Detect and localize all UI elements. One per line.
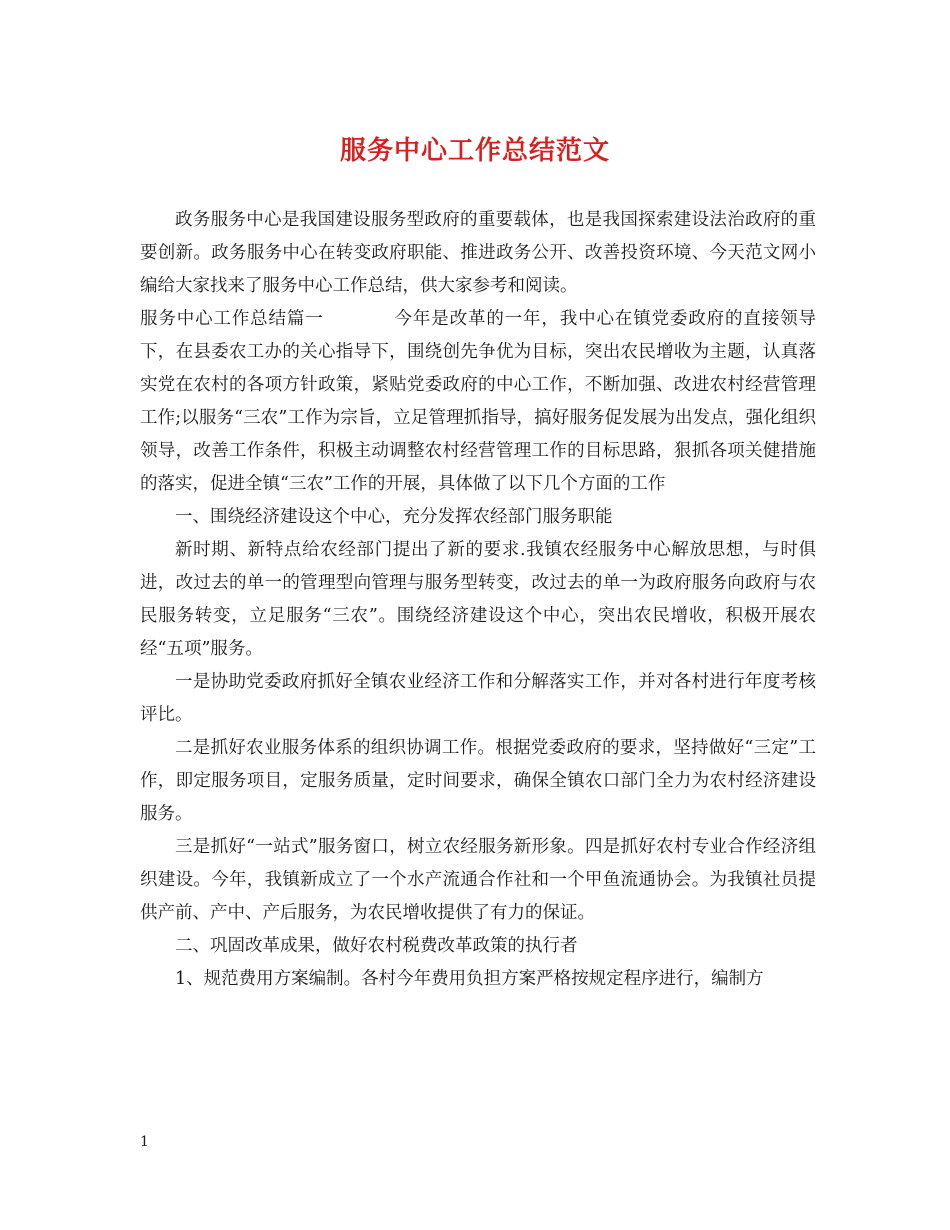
page-number: 1	[140, 1134, 149, 1150]
paragraph-2: 一是协助党委政府抓好全镇农业经济工作和分解落实工作，并对各村进行年度考核评比。	[140, 672, 816, 725]
document-body	[140, 204, 816, 996]
paragraph-4: 三是抓好“一站式”服务窗口，树立农经服务新形象。四是抓好农村专业合作经济组织建设。今年，我镇新成立了一个水产流通合作社和一个甲鱼流通协会。为我镇社员提供产前、产中、产后服务，为农民增收提供了有力的保证。	[140, 837, 816, 923]
section-paragraph	[140, 303, 816, 501]
paragraph-1: 新时期、新特点给农经部门提出了新的要求.我镇农经服务中心解放思想，与时俱进，改过去的单一的管理型向管理与服务型转变，改过去的单一为政府服务向政府与农民服务转变，立足服务“三农”。围绕经济建设这个中心，突出农民增收，积极开展农经“五项”服务。	[140, 540, 816, 659]
section-text: 今年是改革的一年，我中心在镇党委政府的直接领导下，在县委农工办的关心指导下，围绕创先争优为目标，突出农民增收为主题，认真落实党在农村的各项方针政策，紧贴党委政府的中心工作，不断加强、改进农村经营管理工作;以服务“三农”工作为宗旨，立足管理抓指导，搞好服务促发展为出发点，强化组织领导，改善工作条件，积极主动调整农村经营管理工作的目标思路，狠抓各项关健措施的落实，促进全镇“三农”工作的开展，具体做了以下几个方面的工作	[140, 309, 817, 494]
document-title: 服务中心工作总结范文	[339, 136, 610, 166]
heading-1: 一、围绕经济建设这个中心，充分发挥农经部门服务职能	[175, 507, 613, 527]
heading-2: 二、巩固改革成果，做好农村税费改革政策的执行者	[175, 936, 578, 956]
paragraph-3: 二是抓好农业服务体系的组织协调工作。根据党委政府的要求，坚持做好“三定”工作，即定服务项目，定服务质量，定时间要求，确保全镇农口部门全力为农村经济建设服务。	[140, 738, 816, 824]
section-label: 服务中心工作总结篇一	[140, 309, 324, 329]
paragraph-5: 1、规范费用方案编制。各村今年费用负担方案严格按规定程序进行，编制方	[175, 969, 764, 989]
intro-paragraph: 政务服务中心是我国建设服务型政府的重要载体，也是我国探索建设法治政府的重要创新。政务服务中心在转变政府职能、推进政务公开、改善投资环境、今天范文网小编给大家找来了服务中心工作总结，供大家参考和阅读。	[140, 210, 816, 296]
